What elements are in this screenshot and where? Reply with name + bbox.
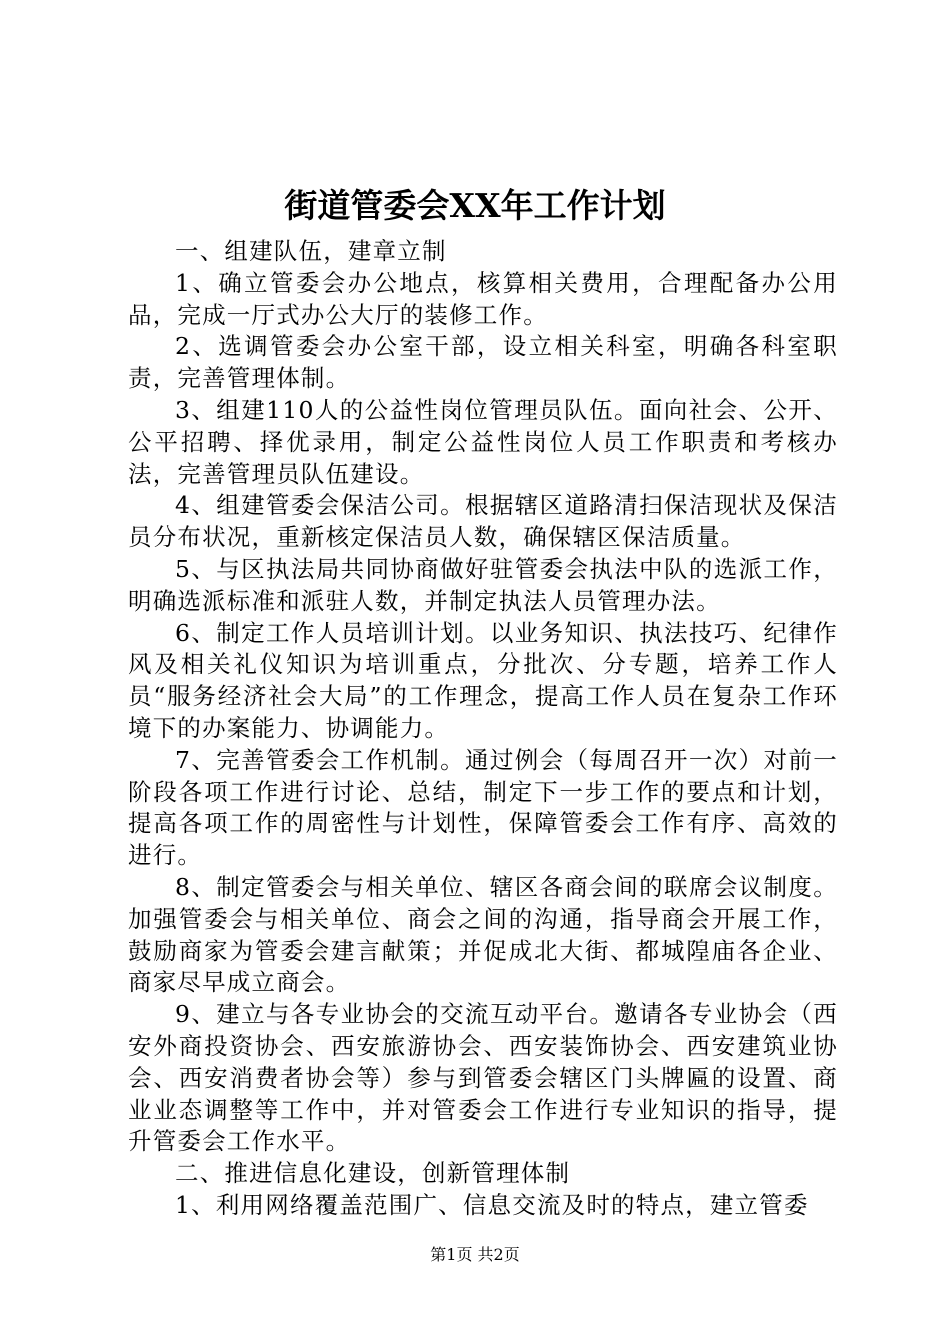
paragraph: 8、制定管委会与相关单位、辖区各商会间的联席会议制度。加强管委会与相关单位、商会之间的沟通，指导商会开展工作，鼓励商家为管委会建言献策；并促成北大街、都城隍庙各企业、商家尽早成立商会。: [128, 872, 838, 997]
paragraph: 5、与区执法局共同协商做好驻管委会执法中队的选派工作，明确选派标准和派驻人数，并制定执法人员管理办法。: [128, 554, 838, 615]
paragraph: 7、完善管委会工作机制。通过例会（每周召开一次）对前一阶段各项工作进行讨论、总结，制定下一步工作的要点和计划，提高各项工作的周密性与计划性，保障管委会工作有序、高效的进行。: [128, 745, 838, 870]
document-body: [128, 236, 838, 1222]
page-footer: 第1页 共2页: [430, 1245, 520, 1264]
paragraph: 2、选调管委会办公室干部，设立相关科室，明确各科室职责，完善管理体制。: [128, 332, 838, 393]
paragraph: 6、制定工作人员培训计划。以业务知识、执法技巧、纪律作风及相关礼仪知识为培训重点，分批次、分专题，培养工作人员“服务经济社会大局”的工作理念，提高工作人员在复杂工作环境下的办案能力、协调能力。: [128, 618, 838, 742]
paragraph: 3、组建110人的公益性岗位管理员队伍。面向社会、公开、公平招聘、择优录用，制定公益性岗位人员工作职责和考核办法，完善管理员队伍建设。: [128, 395, 838, 488]
section-heading: 一、组建队伍，建章立制: [175, 237, 447, 265]
paragraph: 4、组建管委会保洁公司。根据辖区道路清扫保洁现状及保洁员分布状况，重新核定保洁员人数，确保辖区保洁质量。: [128, 491, 838, 552]
section-heading: 二、推进信息化建设，创新管理体制: [175, 1159, 571, 1188]
paragraph: 9、建立与各专业协会的交流互动平台。邀请各专业协会（西安外商投资协会、西安旅游协会、西安装饰协会、西安建筑业协会、西安消费者协会等）参与到管委会辖区门头牌匾的设置、商业业态调整等工作中，并对管委会工作进行专业知识的指导，提升管委会工作水平。: [128, 1000, 838, 1156]
paragraph: 1、确立管委会办公地点，核算相关费用，合理配备办公用品，完成一厅式办公大厅的装修工作。: [128, 268, 838, 329]
document-title: 街道管委会XX年工作计划: [284, 186, 666, 225]
paragraph: 1、利用网络覆盖范围广、信息交流及时的特点，建立管委: [175, 1190, 809, 1219]
